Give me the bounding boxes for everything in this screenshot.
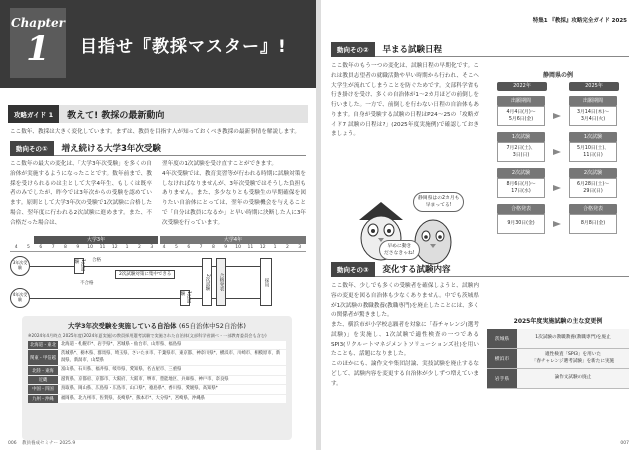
timeline-year3: 大学3年 — [34, 236, 158, 244]
region-name: 中国・四国 — [28, 385, 58, 393]
schedule-year-old: 2022年 — [497, 82, 547, 91]
timeline-month: 12 — [111, 245, 118, 250]
schedule-cell-old: 8月6日(月)〜 17日(水) — [497, 178, 545, 198]
speech-bubble-2: 早めに動き ださなきゃね! — [379, 240, 420, 260]
trend1-heading — [10, 141, 306, 156]
changes-table-key: 岩手県 — [487, 369, 517, 388]
chapter-number: 1 — [26, 29, 50, 69]
trend3-tag: 動向その③ — [331, 262, 375, 277]
footer-left — [8, 440, 75, 446]
pass-label: 合格 — [92, 258, 101, 263]
timeline-month: 4 — [162, 245, 166, 250]
chapter-label: Chapter — [11, 16, 65, 30]
schedule-arrow — [553, 113, 561, 119]
intro-text: ここ数年、教採は大きく変化しています。まずは、教員を目指す人が知っておくべき教採の最新事情を解説します。 — [10, 129, 300, 135]
region-name: 近畿 — [28, 376, 58, 384]
changes-table — [487, 316, 629, 389]
timeline-month: 5 — [27, 245, 30, 250]
timeline-month: 4 — [14, 245, 18, 250]
schedule-cell-new: 6月28日(土)〜 29日(日) — [569, 178, 617, 198]
changes-table-row — [487, 349, 629, 369]
changes-table-value: 論作文試験の廃止 — [517, 369, 629, 388]
region-row — [28, 385, 286, 393]
region-prefectures: 北海道・札幌市*、岩手県*、宮城県・仙台市、山形県、福島県 — [58, 341, 286, 349]
region-prefectures: 茨城県*、栃木県、群馬県、埼玉県、さいたま市、千葉県市、東京都、神奈川県*、横浜市、川崎市、相模原市、新潟県、新潟市、山梨県 — [58, 350, 286, 365]
schedule-arrow — [553, 221, 561, 227]
region-name: 北陸・東海 — [28, 366, 58, 374]
trend1-title: 増え続ける大学3年次受験 — [61, 144, 161, 154]
publication-name: 教員養成セミナー 2025.9 — [22, 441, 76, 446]
timeline-month: 11 — [99, 245, 106, 250]
hire-box: 採用 — [260, 258, 272, 306]
schedule-year-new: 2025年 — [569, 82, 619, 91]
step2-box: 2次試験 — [202, 258, 212, 306]
trend1-col2: 翌年度の1次試験を受け直すことができます。 4年次受験では、教育実習等が行われる時期に試験対策をしなければなりませんが、3年次受験ではそうした負担もありません。また、多少なりとも受験生の早期確保を図りたい自治体にとっては、翌年の受験機会を与えることで「自分は教員になるか」と早い時期に決断した人に3年次受験を行っています。 — [162, 161, 306, 226]
schedule-title: 静岡県の例 — [542, 72, 573, 79]
region-name: 関東・甲信越 — [28, 350, 58, 365]
schedule-comparison — [487, 70, 629, 250]
region-name: 北海道・東北 — [28, 341, 58, 349]
region-prefectures: 鳥取県、岡山県、広島県・広島市、山口県*、徳島県*、香川県、愛媛県、高知県* — [58, 385, 286, 393]
trend2-heading — [331, 42, 629, 57]
schedule-cell-new: 8月8日(金) — [569, 214, 617, 234]
timeline-year4: 大学4年 — [160, 236, 306, 244]
running-head: 特集1 『教採』攻略完全ガイド 2025 — [532, 18, 627, 24]
timeline-month: 8 — [211, 245, 215, 250]
region-row — [28, 395, 286, 403]
changes-table-row — [487, 369, 629, 389]
region-row — [28, 341, 286, 349]
banner-title: 目指せ『教採マスター』! — [80, 37, 287, 57]
timeline-month: 1 — [273, 245, 277, 250]
changes-table-title: 2025年度実施試験の主な変更例 — [513, 318, 603, 325]
timeline-month: 8 — [64, 245, 67, 250]
changes-table-key: 茨城県 — [487, 329, 517, 348]
timeline-month: 2 — [138, 245, 141, 250]
trend2-title: 早まる試験日程 — [382, 45, 443, 55]
region-prefectures: 滋賀県、京都府、京都市、大阪府、大阪市、堺市、豊能地区、兵庫県、神戸市、奈良県 — [58, 376, 286, 384]
region-name: 九州・沖縄 — [28, 395, 58, 403]
schedule-cell-old: 7月2日(土)、 3日(日) — [497, 142, 545, 162]
trend3-title: 変化する試験内容 — [382, 265, 451, 275]
municipality-list-box — [22, 316, 292, 440]
page-number-right: 007 — [620, 441, 629, 446]
changes-table-value: 1次試験の教職教養(教職専門)を廃止 — [517, 329, 629, 348]
chapter-box — [10, 8, 66, 78]
timeline-month: 2 — [285, 245, 289, 250]
timeline-months — [10, 244, 306, 252]
result-box: 合格発表 — [216, 258, 226, 306]
step1-box: 1次試験 — [74, 258, 84, 274]
schedule-arrow — [553, 149, 561, 155]
schedule-head-new: 合格発表 — [569, 204, 617, 214]
changes-table-value: 適性検査「SPI3」を用いた 「春チャレンジ選考試験」を新たに実施 — [517, 349, 629, 368]
timeline-month: 11 — [247, 245, 254, 250]
timeline-month: 6 — [187, 245, 191, 250]
schedule-head-old: 出願期間 — [497, 96, 545, 106]
page-number-left: 006 — [8, 441, 17, 446]
schedule-head-new: 1次試験 — [569, 132, 617, 142]
guide-tag: 攻略ガイド 1 — [8, 105, 59, 123]
retake-box: 2次試験対策に集中できる — [115, 270, 175, 279]
schedule-cell-old: 4月4日(月)〜 5月6日(金) — [497, 106, 545, 126]
list-title-text: 大学3年次受験を実施している自治体 — [68, 322, 177, 330]
trend1-tag: 動向その① — [10, 141, 54, 156]
trend2-text: ここ数年のもう一つの変化は、試験日程の早期化です。これは教員志望者の就職活動や早い時期から行われ、そこへ大学生が流れてしまうことを防ぐためです。文部科学省も行き掛けを受け、多くの自治体が1〜2カ月ほどの前倒しを行いました。一方で、前倒しを行わない日程の自治体もあります。自身が受験する試験の日程はP24〜25の「攻略ガイド7 試験の日程は?」(2025年度実施例)で確認しておきましょう。 — [331, 63, 479, 138]
trend2-tag: 動向その② — [331, 42, 375, 57]
region-rows — [22, 341, 292, 403]
timeline-month: 10 — [235, 245, 241, 250]
changes-table-rows — [487, 329, 629, 389]
changes-table-row — [487, 329, 629, 349]
schedule-head-new: 2次試験 — [569, 168, 617, 178]
region-prefectures: 福岡県、北九州市、佐賀県、長崎県*、熊本市*、大分県*、宮崎県、沖縄県 — [58, 395, 286, 403]
schedule-cell-old: 9月30日(金) — [497, 214, 545, 234]
timeline-month: 10 — [87, 245, 93, 250]
mascot-right — [415, 220, 451, 264]
timeline-month: 12 — [259, 245, 266, 250]
timeline-month: 5 — [174, 245, 178, 250]
speech-bubble-1: 静岡県はの2カ月も 早まってる! — [413, 192, 464, 212]
trend1-col1: ここ数年の最大の変化は、「大学3年次受験」を多くの自治体が実施するようになったことです。数年前まで、教採を受けられるのは主として大学4年生、もしくは既卒者のみでしたが、昨今では3年次からの受験を認めています。原則として大学3年次の受験で1次試験に合格した場合、翌年度に行われる2次試験に進めます。また、不合格だった場合は、 — [10, 161, 152, 226]
left-page — [0, 0, 316, 450]
region-row — [28, 366, 286, 374]
route-4th-year: 4年次受験 — [10, 288, 30, 308]
list-title — [22, 321, 292, 330]
right-page — [321, 0, 637, 450]
guide-title: 教えて! 教採の最新動向 — [67, 110, 165, 121]
timeline-month: 9 — [224, 245, 228, 250]
timeline-month: 3 — [298, 245, 302, 250]
guide-heading — [8, 105, 308, 123]
timeline-month: 1 — [125, 245, 129, 250]
fail-label: 不合格 — [80, 281, 94, 286]
region-row — [28, 376, 286, 384]
schedule-head-old: 2次試験 — [497, 168, 545, 178]
timeline-month: 7 — [51, 245, 55, 250]
changes-table-key: 横浜市 — [487, 349, 517, 368]
chapter-banner — [0, 0, 316, 88]
schedule-cell-new: 5月10日(土)、 11日(日) — [569, 142, 617, 162]
trend3-heading — [331, 262, 629, 277]
step1b-box: 1次試験 — [180, 290, 190, 306]
list-count: (65自治体中52自治体) — [178, 322, 246, 330]
region-prefectures: 富山県、石川県、福井県、岐阜県、愛知県、名古屋市、三重県 — [58, 366, 286, 374]
timeline-month: 7 — [199, 245, 203, 250]
schedule-head-old: 1次試験 — [497, 132, 545, 142]
schedule-head-new: 出願期間 — [569, 96, 617, 106]
region-row — [28, 350, 286, 365]
schedule-head-old: 合格発表 — [497, 204, 545, 214]
list-note: ※2024年4月時点 2025年度(2024年夏実施)の教員採用選考試験で実施された自治体(文部科学省調べ・一部教育委員会も含む) — [28, 333, 267, 338]
exam-timeline — [10, 236, 306, 314]
schedule-arrow — [553, 185, 561, 191]
trend3-text: ここ数年、少しでも多くの受験者を確保しようと、試験内容の変更を図る自治体も少なくありません。中でも茨城県が1次試験の教職教養(教職専門)を廃止したことには、多くの関係者が驚きました。 また、横浜市が小学校志願者を対象に「春チャレンジ(選考試験)」を実施し、1次試験で適性検査の一つであるSPI3(リクルートマネジメントソリューションズ社)を用いたことも、話題になりました。 このほかにも、論作文や集団討論、実技試験を廃止するなどして、試験内容を変更する自治体が少しずつ増えています。 — [331, 283, 479, 387]
route-3rd-year: 3年次受験 — [10, 256, 30, 276]
timeline-month: 3 — [150, 245, 154, 250]
schedule-cell-new: 3月14日(木)〜 3月4日(火) — [569, 106, 617, 126]
timeline-month: 9 — [76, 245, 80, 250]
timeline-month: 6 — [39, 245, 43, 250]
